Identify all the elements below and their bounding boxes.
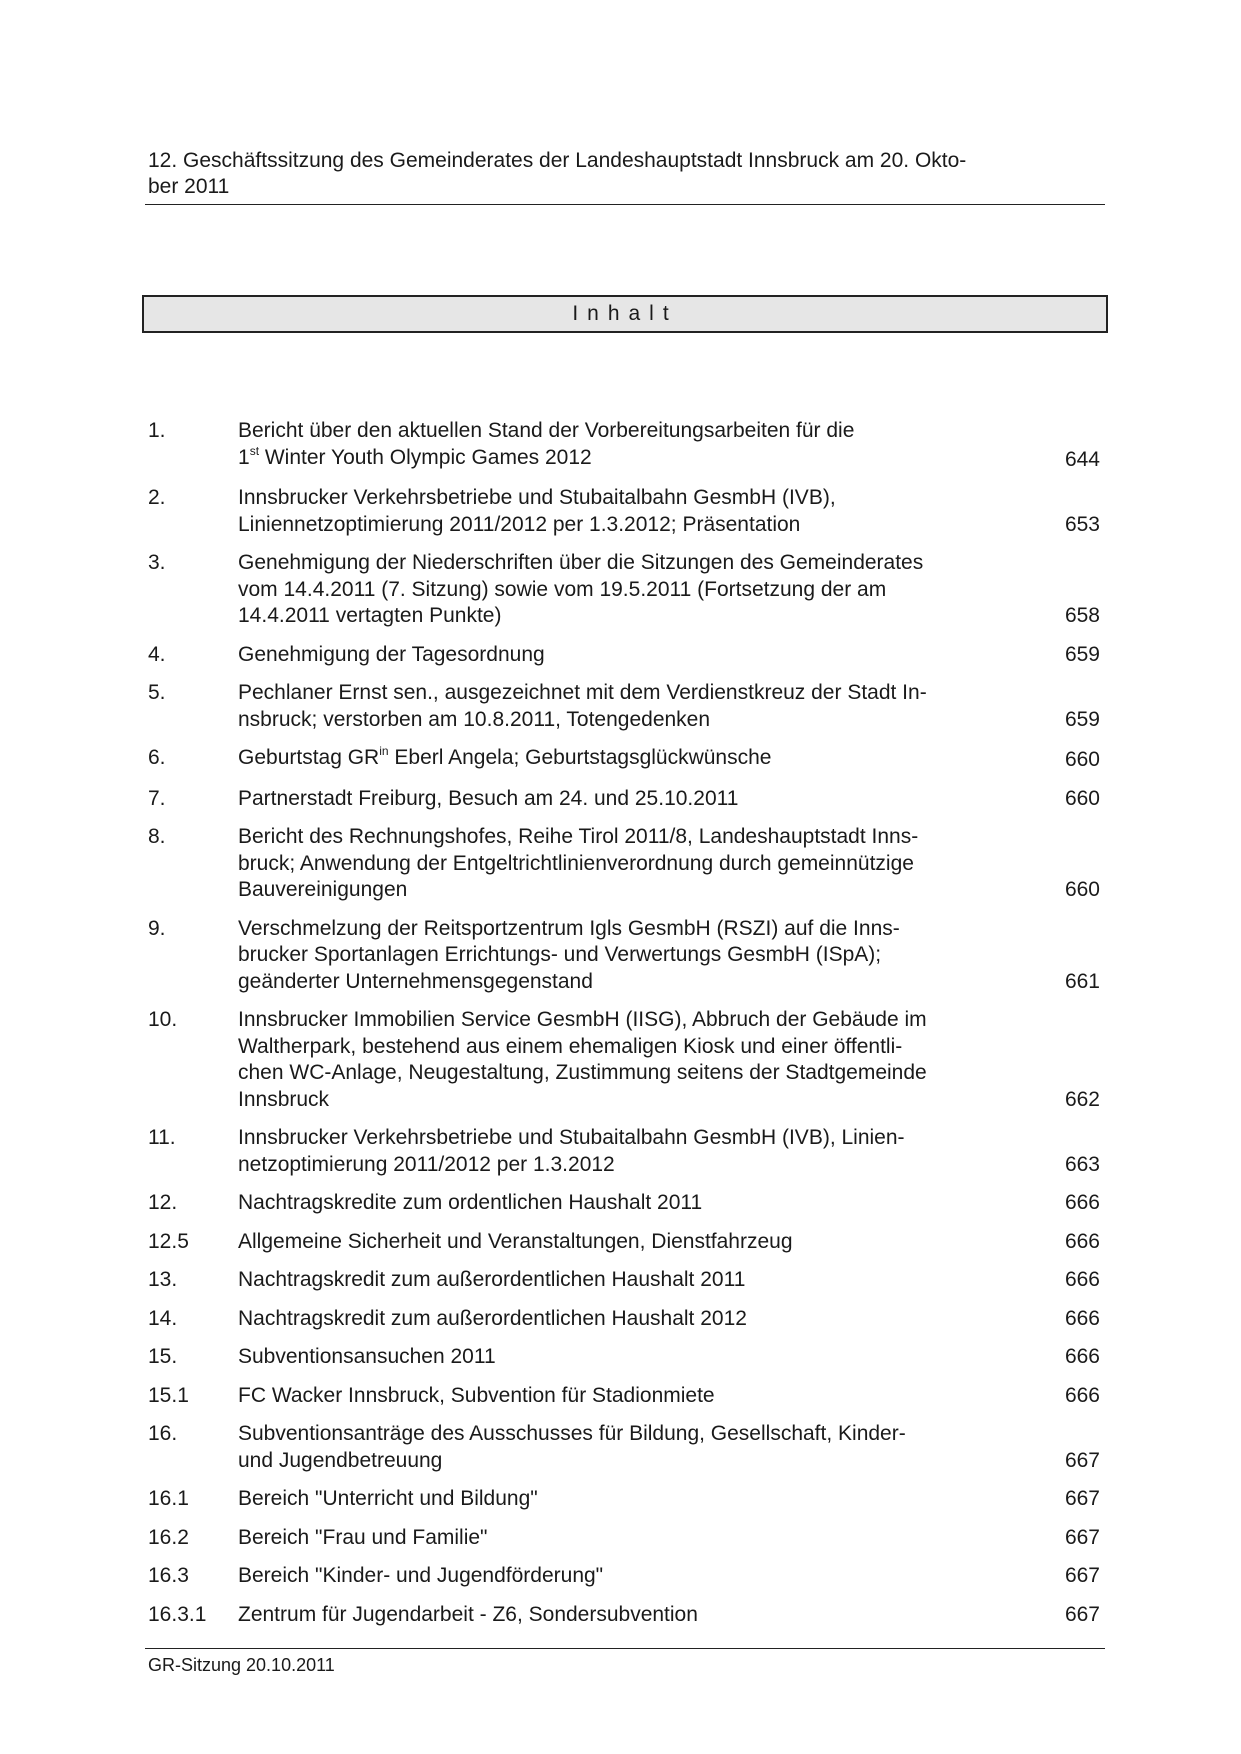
toc-entry-title	[238, 1344, 1040, 1371]
toc-entry-title	[238, 485, 1040, 538]
toc-entry-title	[238, 1306, 1040, 1333]
title-text: Winter Youth Olympic Games 2012	[259, 445, 592, 469]
toc-entry	[148, 550, 1100, 630]
toc-entry-title-line: Partnerstadt Freiburg, Besuch am 24. und 25.10.2011	[238, 786, 739, 810]
toc-entry	[148, 1190, 1100, 1217]
toc-entry	[148, 1421, 1100, 1474]
toc-entry-title-line: Subventionsanträge des Ausschusses für Bildung, Gesellschaft, Kinder-	[238, 1422, 906, 1445]
title-text: Geburtstag GR	[238, 746, 380, 769]
toc-entry-title-line: Innsbrucker Verkehrsbetriebe und Stubaitalbahn GesmbH (IVB), Linien-	[238, 1126, 905, 1149]
toc-entry-number: 12.	[148, 1191, 178, 1214]
toc-entry-title-line: Bericht über den aktuellen Stand der Vorbereitungsarbeiten für die	[238, 419, 855, 442]
toc-entry-title	[238, 1486, 1040, 1513]
toc-entry-title	[238, 1267, 1040, 1294]
toc-entry-title-line: und Jugendbetreuung	[238, 1448, 443, 1472]
toc-entry-title-line: Bericht des Rechnungshofes, Reihe Tirol 2011/8, Landeshauptstadt Inns-	[238, 825, 919, 848]
toc-entry-number: 10.	[148, 1008, 178, 1031]
toc-entry-title	[238, 1229, 1040, 1256]
toc-entry-number: 13.	[148, 1268, 178, 1291]
document-header	[148, 148, 1103, 200]
section-title: Inhalt	[142, 295, 1108, 333]
toc-entry-number: 6.	[148, 746, 166, 769]
toc-entry-page: 666	[1064, 1191, 1100, 1214]
toc-entry-page: 660	[1064, 786, 1100, 810]
page-footer: GR-Sitzung 20.10.2011	[148, 1655, 335, 1675]
toc-entry	[148, 1125, 1100, 1178]
toc-entry-title	[238, 745, 1040, 774]
toc-entry-title	[238, 1125, 1040, 1178]
toc-entry-number: 4.	[148, 642, 166, 666]
toc-entry-title	[238, 1602, 1040, 1629]
toc-entry	[148, 1267, 1100, 1294]
toc-entry	[148, 1486, 1100, 1513]
toc-entry-title	[238, 824, 1040, 904]
footer-divider	[145, 1648, 1105, 1649]
toc-entry-title-line: Bereich "Unterricht und Bildung"	[238, 1487, 538, 1510]
toc-entry	[148, 916, 1100, 996]
toc-entry-number: 16.3.1	[148, 1602, 207, 1626]
toc-entry-page: 644	[1064, 447, 1100, 471]
toc-entry	[148, 1602, 1100, 1629]
toc-entry-title-line: FC Wacker Innsbruck, Subvention für Stadionmiete	[238, 1383, 715, 1407]
superscript: in	[379, 744, 389, 758]
toc-entry-number: 16.3	[148, 1564, 189, 1587]
toc-entry-title-line: Innsbrucker Verkehrsbetriebe und Stubaitalbahn GesmbH (IVB),	[238, 486, 836, 509]
toc-entry	[148, 1229, 1100, 1256]
toc-entry-page: 667	[1064, 1525, 1100, 1549]
toc-entry-number: 5.	[148, 681, 166, 704]
toc-entry-title-line: geänderter Unternehmensgegenstand	[238, 969, 593, 993]
toc-entry-title	[238, 916, 1040, 996]
toc-entry-title	[238, 1563, 1040, 1590]
toc-entry-title	[238, 1383, 1040, 1410]
toc-entry-title-line	[238, 445, 1040, 474]
toc-entry	[148, 1525, 1100, 1552]
toc-entry-number: 15.1	[148, 1383, 189, 1407]
toc-entry-title-line: Waltherpark, bestehend aus einem ehemaligen Kiosk und einer öffentli-	[238, 1034, 903, 1058]
toc-entry-title	[238, 786, 1040, 813]
toc-entry-title-line: nsbruck; verstorben am 10.8.2011, Totengedenken	[238, 707, 711, 731]
toc-entry-number: 3.	[148, 551, 166, 574]
toc-entry-title-line: netzoptimierung 2011/2012 per 1.3.2012	[238, 1152, 615, 1176]
toc-entry-number: 7.	[148, 786, 166, 810]
toc-entry-title-line: Genehmigung der Niederschriften über die Sitzungen des Gemeinderates	[238, 551, 924, 574]
toc-entry-title-line: Nachtragskredit zum außerordentlichen Haushalt 2011	[238, 1268, 746, 1291]
table-of-contents	[148, 418, 1100, 1640]
toc-entry-title-line: chen WC-Anlage, Neugestaltung, Zustimmung seitens der Stadtgemeinde	[238, 1061, 927, 1084]
toc-entry-page: 659	[1064, 707, 1100, 731]
toc-entry-number: 15.	[148, 1345, 178, 1368]
toc-entry-page: 666	[1064, 1229, 1100, 1253]
header-line-1: 12. Geschäftssitzung des Gemeinderates der Landeshauptstadt Innsbruck am 20. Okto-	[148, 149, 967, 172]
toc-entry-page: 667	[1064, 1602, 1100, 1626]
title-text: 1	[238, 445, 250, 469]
toc-entry	[148, 485, 1100, 538]
toc-entry-number: 11.	[148, 1126, 176, 1149]
toc-entry-title	[238, 680, 1040, 733]
toc-entry-title	[238, 550, 1040, 630]
toc-entry	[148, 680, 1100, 733]
toc-entry-number: 1.	[148, 419, 166, 442]
toc-entry-page: 666	[1064, 1383, 1100, 1407]
toc-entry-title-line: Liniennetzoptimierung 2011/2012 per 1.3.2012; Präsentation	[238, 512, 801, 536]
header-line-2: ber 2011	[148, 175, 230, 198]
toc-entry-title-line: bruck; Anwendung der Entgeltrichtlinienverordnung durch gemeinnützige	[238, 851, 914, 875]
toc-entry-title-line: Bauvereinigungen	[238, 878, 408, 901]
toc-entry-title-line: Allgemeine Sicherheit und Veranstaltungen, Dienstfahrzeug	[238, 1229, 793, 1253]
toc-entry-title-line: Bereich "Frau und Familie"	[238, 1525, 488, 1549]
toc-entry-page: 663	[1064, 1152, 1100, 1176]
toc-entry-page: 667	[1064, 1448, 1100, 1472]
toc-entry-title-line: Verschmelzung der Reitsportzentrum Igls GesmbH (RSZI) auf die Inns-	[238, 916, 900, 940]
toc-entry-title-line: vom 14.4.2011 (7. Sitzung) sowie vom 19.5.2011 (Fortsetzung der am	[238, 577, 887, 601]
toc-entry	[148, 642, 1100, 669]
toc-entry-title-line: Innsbruck	[238, 1087, 330, 1111]
toc-entry-page: 658	[1064, 604, 1100, 627]
toc-entry	[148, 786, 1100, 813]
toc-entry-title	[238, 1190, 1040, 1217]
toc-entry	[148, 1344, 1100, 1371]
toc-entry-page: 662	[1064, 1087, 1100, 1111]
toc-entry-number: 2.	[148, 486, 166, 509]
toc-entry-title-line: Zentrum für Jugendarbeit - Z6, Sondersubvention	[238, 1602, 698, 1626]
toc-entry-number: 9.	[148, 916, 166, 940]
toc-entry-title	[238, 642, 1040, 669]
toc-entry-page: 661	[1064, 969, 1100, 993]
toc-entry-title	[238, 1007, 1040, 1113]
toc-entry-title-line	[238, 745, 1040, 774]
toc-entry-page: 659	[1064, 642, 1100, 666]
toc-entry-page: 666	[1064, 1345, 1100, 1368]
toc-entry-title-line: Bereich "Kinder- und Jugendförderung"	[238, 1564, 604, 1587]
toc-entry-number: 16.	[148, 1422, 178, 1445]
toc-entry-title	[238, 418, 1040, 473]
toc-entry-title-line: Nachtragskredit zum außerordentlichen Haushalt 2012	[238, 1306, 747, 1330]
header-divider	[145, 204, 1105, 205]
toc-entry-title	[238, 1421, 1040, 1474]
toc-entry	[148, 824, 1100, 904]
toc-entry	[148, 745, 1100, 774]
toc-entry	[148, 1306, 1100, 1333]
toc-entry-title-line: Nachtragskredite zum ordentlichen Haushalt 2011	[238, 1191, 703, 1214]
title-text: Eberl Angela; Geburtstagsglückwünsche	[388, 746, 772, 769]
toc-entry-title-line: brucker Sportanlagen Errichtungs- und Verwertungs GesmbH (ISpA);	[238, 943, 882, 966]
toc-entry-title-line: Subventionsansuchen 2011	[238, 1345, 496, 1368]
toc-entry-page: 666	[1064, 1268, 1100, 1291]
toc-entry-page: 666	[1064, 1306, 1100, 1330]
toc-entry-page: 653	[1064, 512, 1100, 536]
toc-entry	[148, 1383, 1100, 1410]
toc-entry	[148, 1563, 1100, 1590]
toc-entry-page: 660	[1064, 878, 1100, 901]
toc-entry-title-line: 14.4.2011 vertagten Punkte)	[238, 604, 502, 627]
toc-entry-number: 16.2	[148, 1525, 189, 1549]
toc-entry-title-line: Pechlaner Ernst sen., ausgezeichnet mit dem Verdienstkreuz der Stadt In-	[238, 681, 927, 704]
toc-entry-title-line: Innsbrucker Immobilien Service GesmbH (IISG), Abbruch der Gebäude im	[238, 1008, 927, 1031]
toc-entry-title	[238, 1525, 1040, 1552]
toc-entry-number: 8.	[148, 825, 166, 848]
toc-entry-number: 16.1	[148, 1487, 189, 1510]
toc-entry-page: 667	[1064, 1487, 1100, 1510]
toc-entry-number: 12.5	[148, 1229, 189, 1253]
toc-entry	[148, 1007, 1100, 1113]
toc-entry	[148, 418, 1100, 473]
toc-entry-page: 660	[1064, 748, 1100, 771]
toc-entry-page: 667	[1064, 1564, 1100, 1587]
toc-entry-number: 14.	[148, 1306, 178, 1330]
toc-entry-title-line: Genehmigung der Tagesordnung	[238, 642, 545, 666]
superscript: st	[249, 443, 260, 458]
